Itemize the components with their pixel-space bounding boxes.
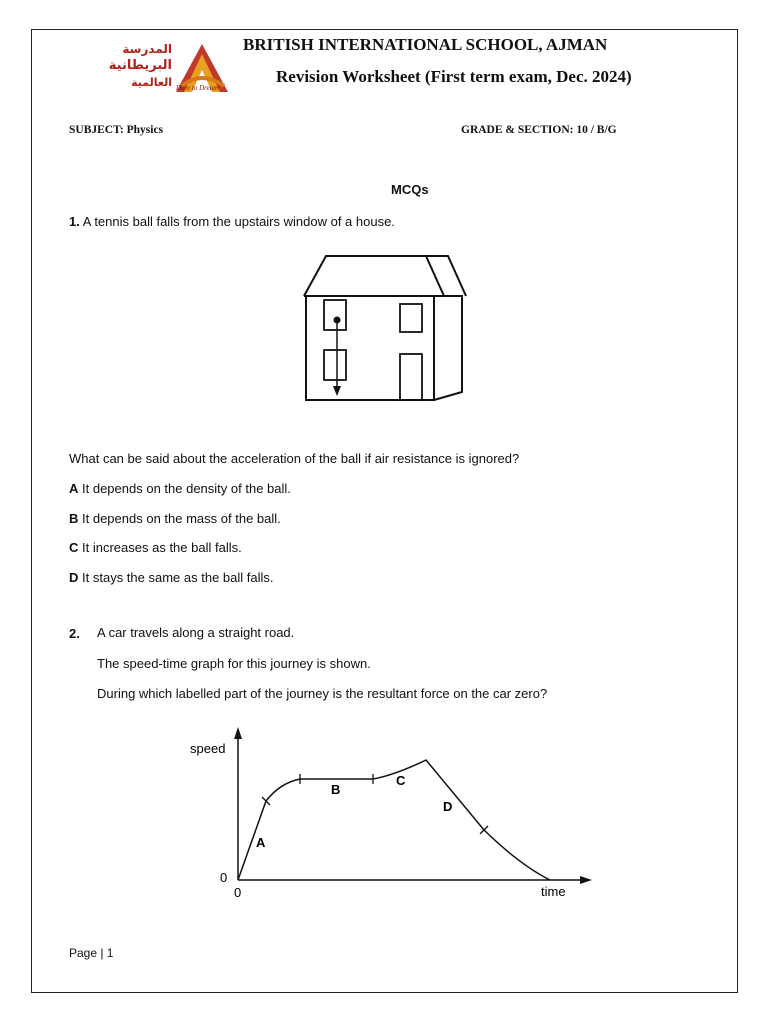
- segment-label-d: D: [443, 799, 453, 814]
- logo-arabic-line2: البريطانية: [108, 58, 172, 73]
- logo-arabic-line1: المدرسة: [122, 42, 172, 56]
- q2-line2: The speed-time graph for this journey is shown.: [97, 656, 371, 671]
- q1-option-c[interactable]: [69, 540, 242, 555]
- logo-tagline: Dare to Dream: [176, 84, 219, 92]
- segment-label-b: B: [331, 782, 341, 797]
- option-letter: D: [69, 570, 79, 585]
- q1-option-b[interactable]: [69, 511, 281, 526]
- origin-x-label: 0: [234, 885, 242, 900]
- school-logo: [80, 40, 232, 96]
- q1-question: What can be said about the acceleration of the ball if air resistance is ignored?: [69, 451, 520, 466]
- logo-arabic-line3: العالمية: [131, 76, 172, 89]
- option-text: It stays the same as the ball falls.: [82, 570, 274, 585]
- section-title: MCQs: [391, 182, 429, 197]
- subject-label: SUBJECT: Physics: [69, 124, 164, 136]
- option-text: It depends on the density of the ball.: [82, 481, 291, 496]
- option-text: It increases as the ball falls.: [82, 540, 242, 555]
- q2-number: 2.: [69, 626, 80, 641]
- grade-section-label: GRADE & SECTION: 10 / B/G: [461, 124, 617, 136]
- q1-option-a[interactable]: [69, 481, 291, 496]
- graph-curve: [238, 760, 550, 880]
- q1-text: A tennis ball falls from the upstairs window of a house.: [82, 214, 395, 229]
- y-axis-label: speed: [190, 741, 226, 756]
- speed-time-graph: [180, 725, 620, 925]
- q2-line1: A car travels along a straight road.: [97, 625, 295, 640]
- option-text: It depends on the mass of the ball.: [82, 511, 281, 526]
- segment-label-a: A: [256, 835, 266, 850]
- page-number: Page | 1: [69, 946, 114, 960]
- origin-y-label: 0: [220, 870, 228, 885]
- q2-line3: During which labelled part of the journey is the resultant force on the car zero?: [97, 686, 548, 701]
- q1-option-d[interactable]: [69, 570, 274, 585]
- q1-number: 1.: [69, 214, 80, 229]
- option-letter: C: [69, 540, 79, 555]
- worksheet-title: Revision Worksheet (First term exam, Dec. 2024): [276, 67, 632, 86]
- q1-stem: [69, 214, 395, 229]
- x-axis-label: time: [541, 884, 566, 899]
- option-letter: B: [69, 511, 79, 526]
- option-letter: A: [69, 481, 79, 496]
- school-name: BRITISH INTERNATIONAL SCHOOL, AJMAN: [243, 35, 608, 54]
- house-diagram: [296, 250, 476, 410]
- segment-label-c: C: [396, 773, 406, 788]
